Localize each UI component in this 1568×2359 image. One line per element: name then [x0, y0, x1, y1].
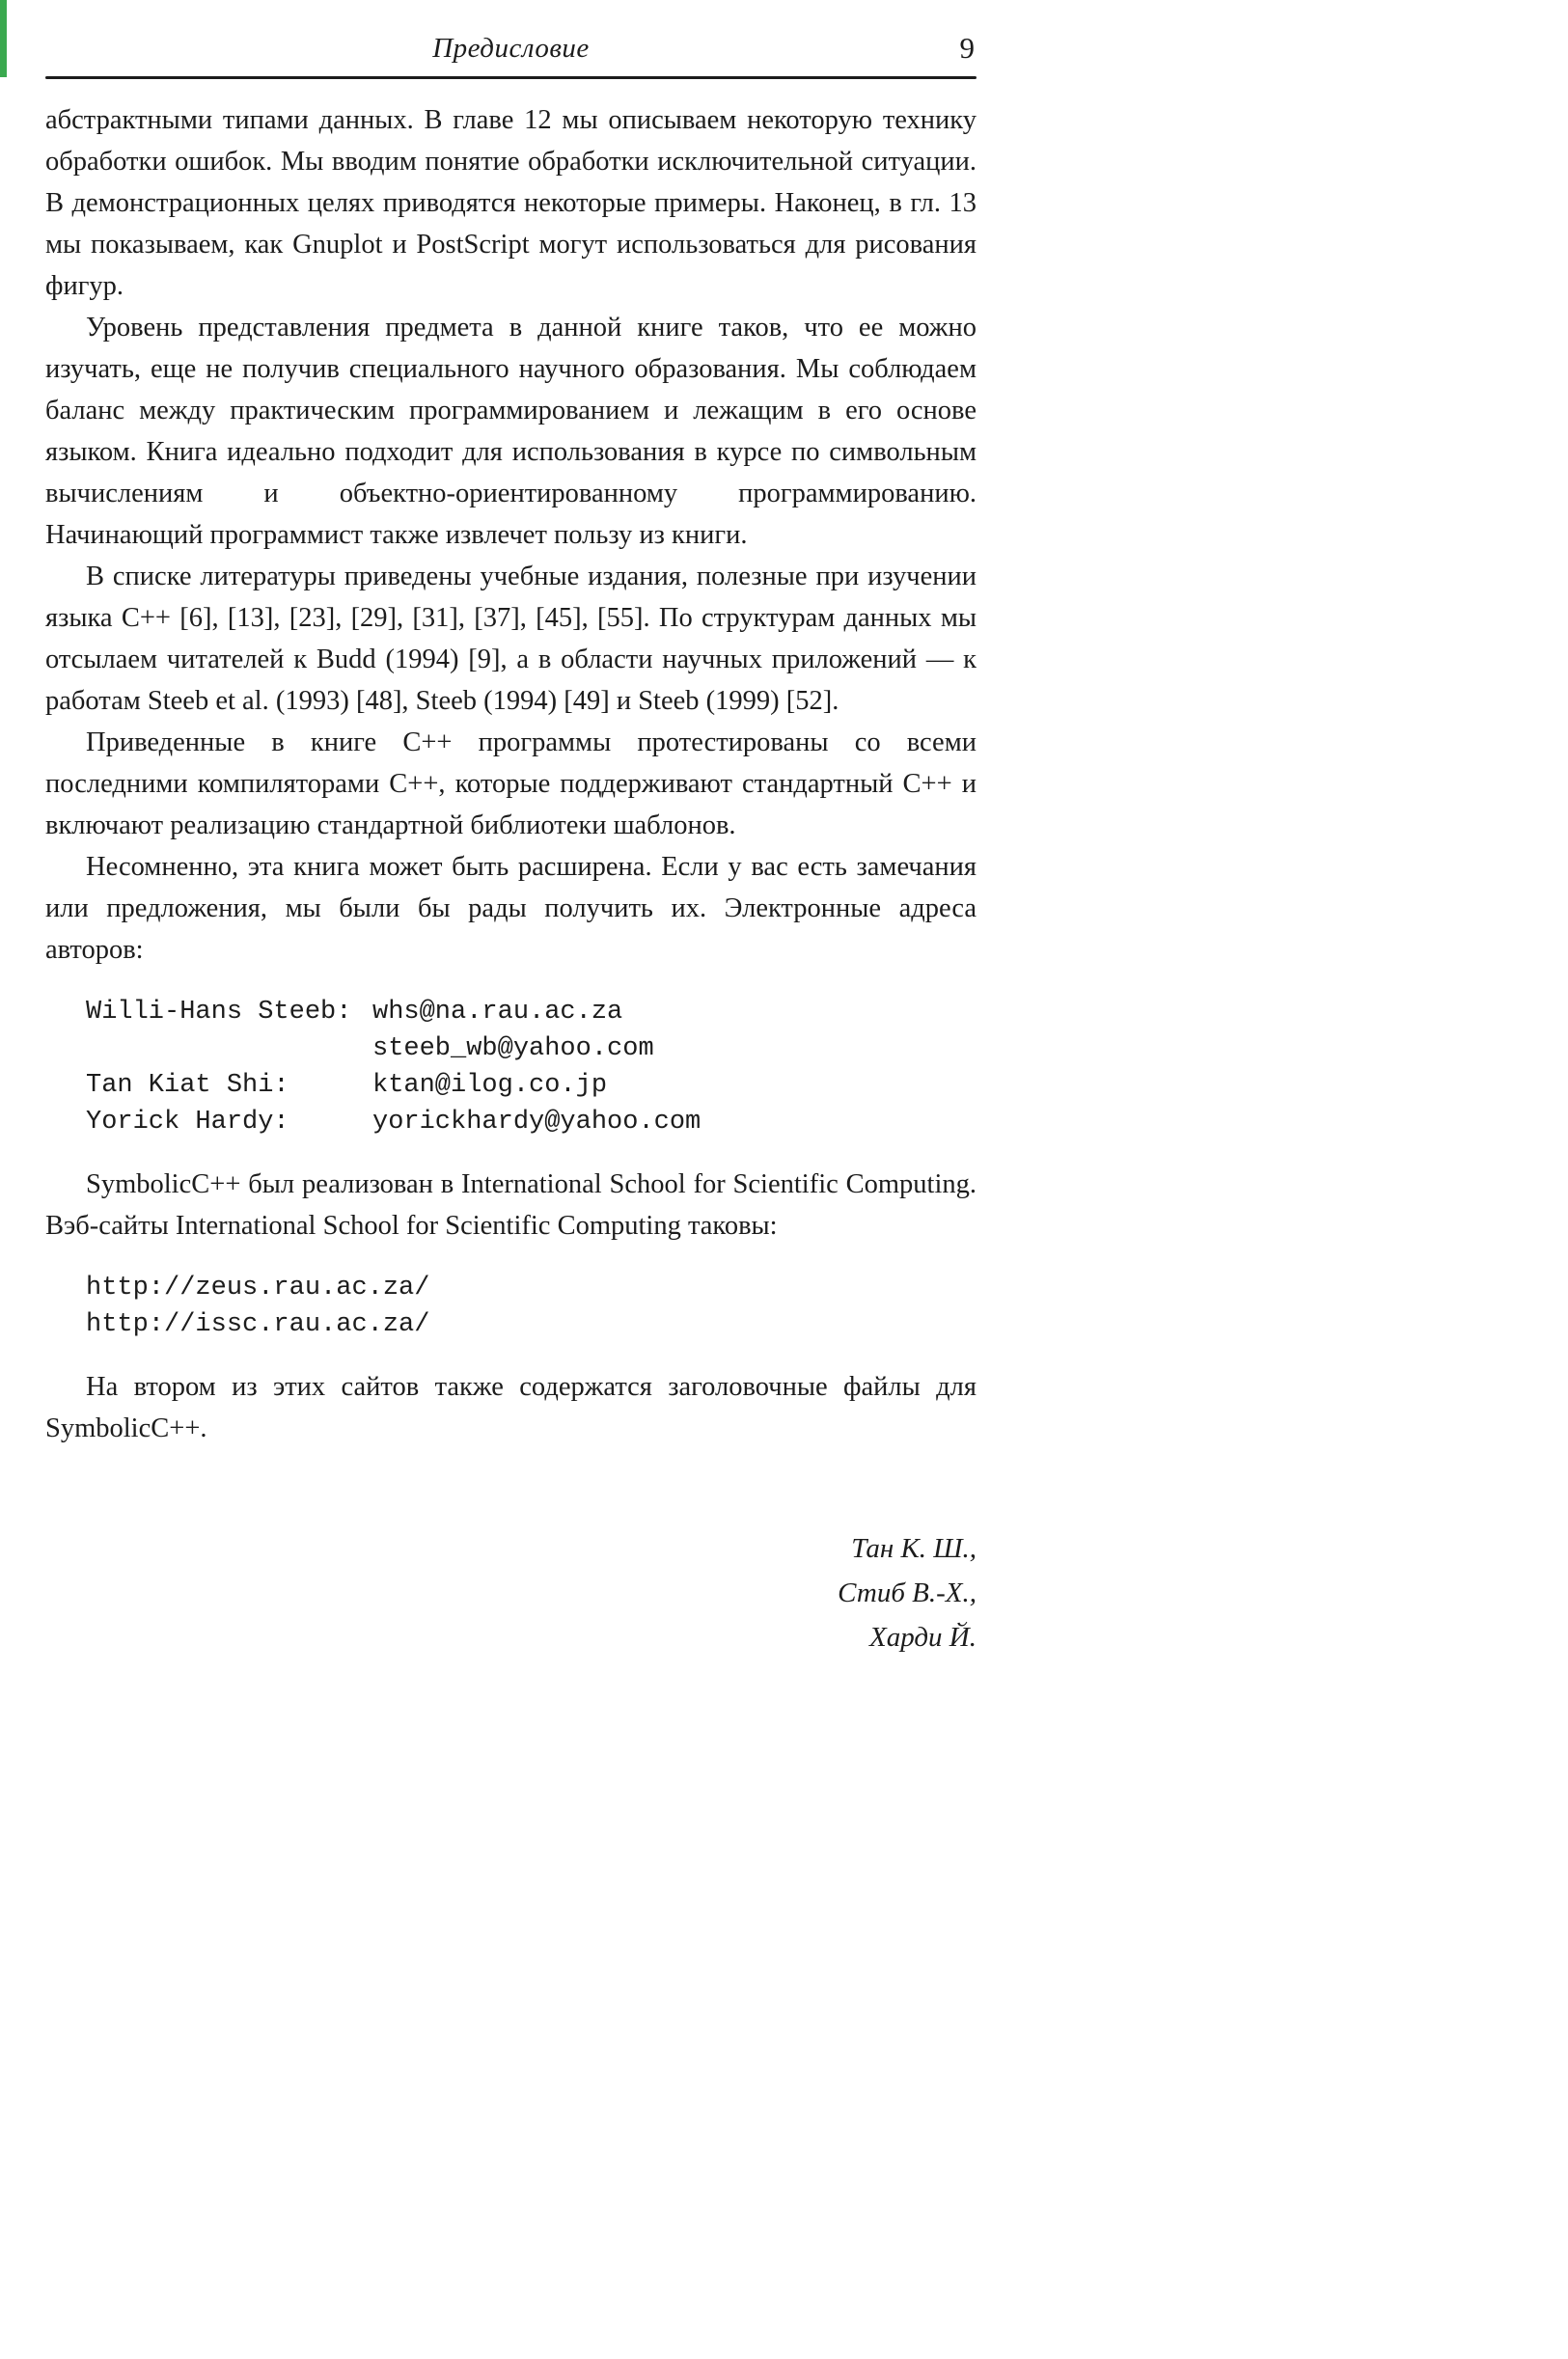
contact-name: [86, 1030, 372, 1067]
book-page: [45, 0, 977, 1660]
contact-email: steeb_wb@yahoo.com: [372, 1034, 654, 1063]
paragraph: абстрактными типами данных. В главе 12 мы описываем некоторую технику обработки ошибок. Мы вводим понятие обработки исключительной ситуации. В демонстрационных целях приводятся некоторые примеры. Наконец, в гл. 13 мы показываем, как Gnuplot и PostScript могут использоваться для рисования фигур.: [45, 105, 977, 301]
author-signatures: [45, 1526, 977, 1660]
contact-email: yorickhardy@yahoo.com: [372, 1108, 701, 1137]
signature: Тан К. Ш.,: [851, 1533, 977, 1564]
url: http://issc.rau.ac.za/: [86, 1310, 430, 1339]
paragraph: Приведенные в книге C++ программы протестированы со всеми последними компиляторами C++, которые поддерживают стандартный C++ и включают реализацию стандартной библиотеки шаблонов.: [45, 727, 977, 840]
paragraph: SymbolicC++ был реализован в International School for Scientific Computing. Вэб-сайты International School for Scientific Computing таковы:: [45, 1169, 977, 1241]
contact-name: Tan Kiat Shi:: [86, 1071, 289, 1100]
page-header: [45, 33, 977, 75]
url: http://zeus.rau.ac.za/: [86, 1274, 430, 1303]
paragraph: Уровень представления предмета в данной книге таков, что ее можно изучать, еще не получив специального научного образования. Мы соблюдаем баланс между практическим программированием и лежащим в его основе языком. Книга идеально подходит для использования в курсе по символьным вычислениям и объектно-ориентированному программированию. Начинающий программист также извлечет пользу из книги.: [45, 313, 977, 550]
page-number: 9: [959, 31, 975, 65]
signature: Стиб В.-Х.,: [838, 1577, 977, 1608]
page-body: [45, 99, 977, 1660]
scan-artifact: [0, 0, 7, 77]
contact-name: Willi-Hans Steeb:: [86, 998, 352, 1027]
contact-name: Yorick Hardy:: [86, 1108, 289, 1137]
header-rule: [45, 76, 977, 79]
contact-email: whs@na.rau.ac.za: [372, 998, 623, 1027]
author-contacts: [86, 994, 977, 1140]
website-urls: [86, 1270, 977, 1343]
contact-email: ktan@ilog.co.jp: [372, 1071, 608, 1100]
paragraph: На втором из этих сайтов также содержатся заголовочные файлы для SymbolicC++.: [45, 1372, 977, 1443]
paragraph: В списке литературы приведены учебные издания, полезные при изучении языка C++ [6], [13], [23], [29], [31], [37], [45], [55]. По структурам данных мы отсылаем читателей к Budd (1994) [9], а в области научных приложений — к работам Steeb et al. (1993) [48], Steeb (1994) [49] и Steeb (1999) [52].: [45, 562, 977, 716]
running-title: Предисловие: [432, 33, 590, 64]
paragraph: Несомненно, эта книга может быть расширена. Если у вас есть замечания или предложения, мы были бы рады получить их. Электронные адреса авторов:: [45, 852, 977, 965]
signature: Харди Й.: [869, 1622, 977, 1653]
